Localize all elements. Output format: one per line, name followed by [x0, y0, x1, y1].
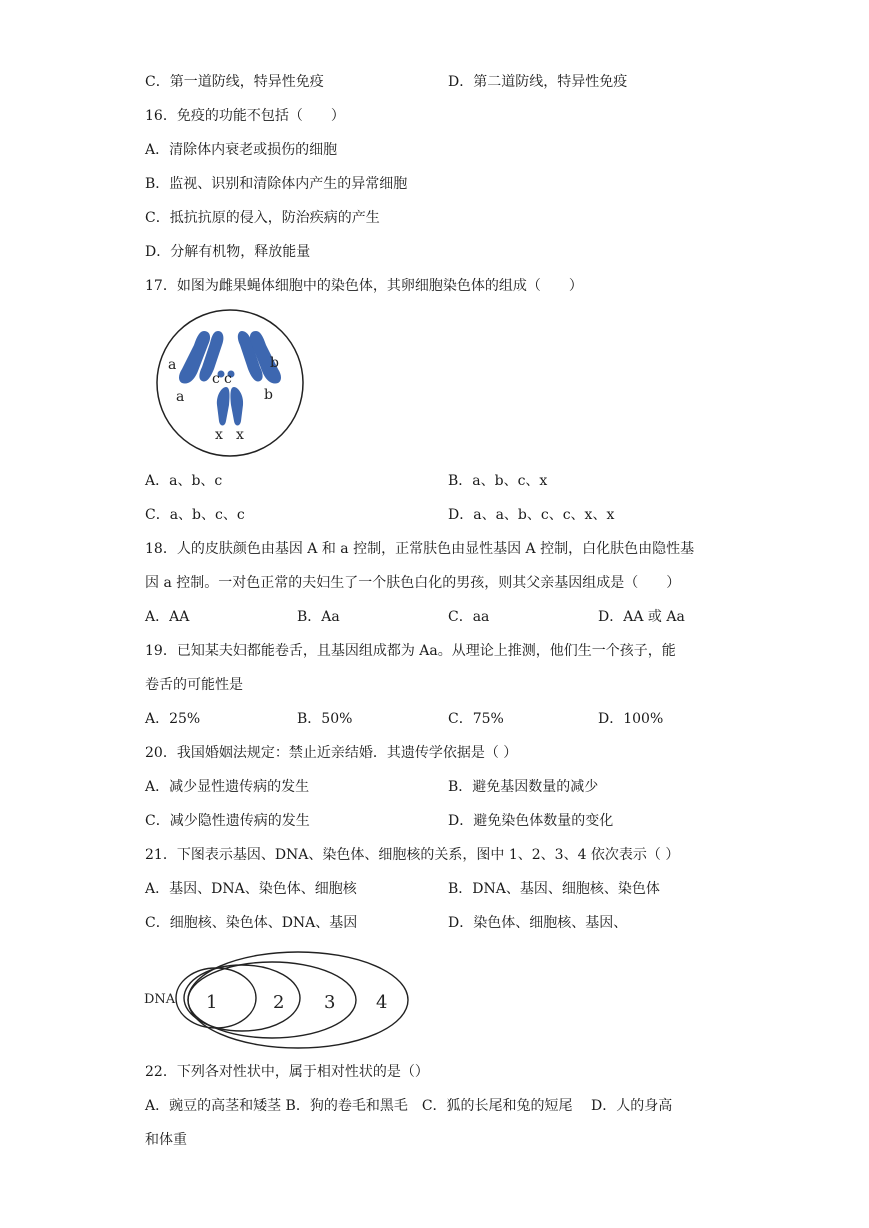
label-c-right: c [224, 371, 232, 387]
q15-option-d: D．第二道防线，特异性免疫 [448, 74, 628, 90]
q18-option-b: B．Aa [297, 609, 340, 625]
q19-option-d: D．100% [598, 711, 664, 727]
figure-label-dna: DNA [144, 992, 176, 1007]
q20-option-b: B．避免基因数量的减少 [448, 779, 599, 795]
q17-option-a: A．a、b、c [145, 473, 223, 489]
q21-option-a: A．基因、DNA、染色体、细胞核 [145, 881, 357, 897]
label-x-right: x [236, 427, 244, 443]
q18-stem-line1: 18．人的皮肤颜色由基因 A 和 a 控制，正常肤色由显性基因 A 控制，白化肤色由隐性基 [145, 541, 695, 557]
figure-number-4: 4 [376, 992, 388, 1013]
q19-option-a: A．25% [145, 711, 201, 727]
q21-nested-ellipses-figure [140, 946, 420, 1054]
q20-option-d: D．避免染色体数量的变化 [448, 813, 614, 829]
chromosome-x1 [217, 387, 230, 426]
q21-stem: 21．下图表示基因、DNA、染色体、细胞核的关系，图中 1、2、3、4 依次表示（ ） [145, 847, 680, 863]
q19-option-c: C．75% [448, 711, 504, 727]
q18-option-a: A．AA [145, 609, 190, 625]
q21-option-c: C．细胞核、染色体、DNA、基因 [145, 915, 358, 931]
q20-option-a: A．减少显性遗传病的发生 [145, 779, 310, 795]
figure-number-1: 1 [206, 992, 218, 1013]
q17-chromosome-figure [150, 309, 310, 457]
q18-option-d: D．AA 或 Aa [598, 609, 685, 625]
q19-option-b: B．50% [297, 711, 353, 727]
q16-stem: 16．免疫的功能不包括（ ） [145, 108, 345, 124]
q22-options-line1: A．豌豆的高茎和矮茎 B．狗的卷毛和黑毛 C．狐的长尾和兔的短尾 D．人的身高 [145, 1098, 673, 1114]
figure-number-2: 2 [273, 992, 285, 1013]
q16-option-b: B．监视、识别和清除体内产生的异常细胞 [145, 176, 408, 192]
figure-number-3: 3 [324, 992, 336, 1013]
q17-stem: 17．如图为雌果蝇体细胞中的染色体，其卵细胞染色体的组成（ ） [145, 278, 583, 294]
q22-options-line2: 和体重 [145, 1132, 187, 1148]
q19-stem-line1: 19．已知某夫妇都能卷舌，且基因组成都为 Aa。从理论上推测，他们生一个孩子，能 [145, 643, 676, 659]
q16-option-c: C．抵抗抗原的侵入，防治疾病的产生 [145, 210, 380, 226]
chromosome-x2 [230, 387, 243, 426]
label-b-upper: b [270, 355, 279, 371]
label-x-left: x [215, 427, 223, 443]
q20-option-c: C．减少隐性遗传病的发生 [145, 813, 310, 829]
q22-stem: 22．下列各对性状中，属于相对性状的是（） [145, 1064, 429, 1080]
q17-option-c: C．a、b、c、c [145, 507, 245, 523]
q20-stem: 20．我国婚姻法规定：禁止近亲结婚．其遗传学依据是（ ） [145, 745, 518, 761]
label-a-lower: a [176, 389, 185, 405]
q18-option-c: C．aa [448, 609, 490, 625]
label-b-lower: b [264, 387, 273, 403]
q18-stem-line2: 因 a 控制。一对色正常的夫妇生了一个肤色白化的男孩，则其父亲基因组成是（ ） [145, 575, 681, 591]
q19-stem-line2: 卷舌的可能性是 [145, 677, 243, 693]
q17-option-b: B．a、b、c、x [448, 473, 548, 489]
label-c-left: c [212, 371, 220, 387]
label-a-upper: a [168, 357, 177, 373]
q17-option-d: D．a、a、b、c、c、x、x [448, 507, 615, 523]
q16-option-d: D．分解有机物，释放能量 [145, 244, 311, 260]
q16-option-a: A．清除体内衰老或损伤的细胞 [145, 142, 338, 158]
q15-option-c: C．第一道防线，特异性免疫 [145, 74, 324, 90]
q21-option-d: D．染色体、细胞核、基因、 [448, 915, 628, 931]
q21-option-b: B．DNA、基因、细胞核、染色体 [448, 881, 660, 897]
